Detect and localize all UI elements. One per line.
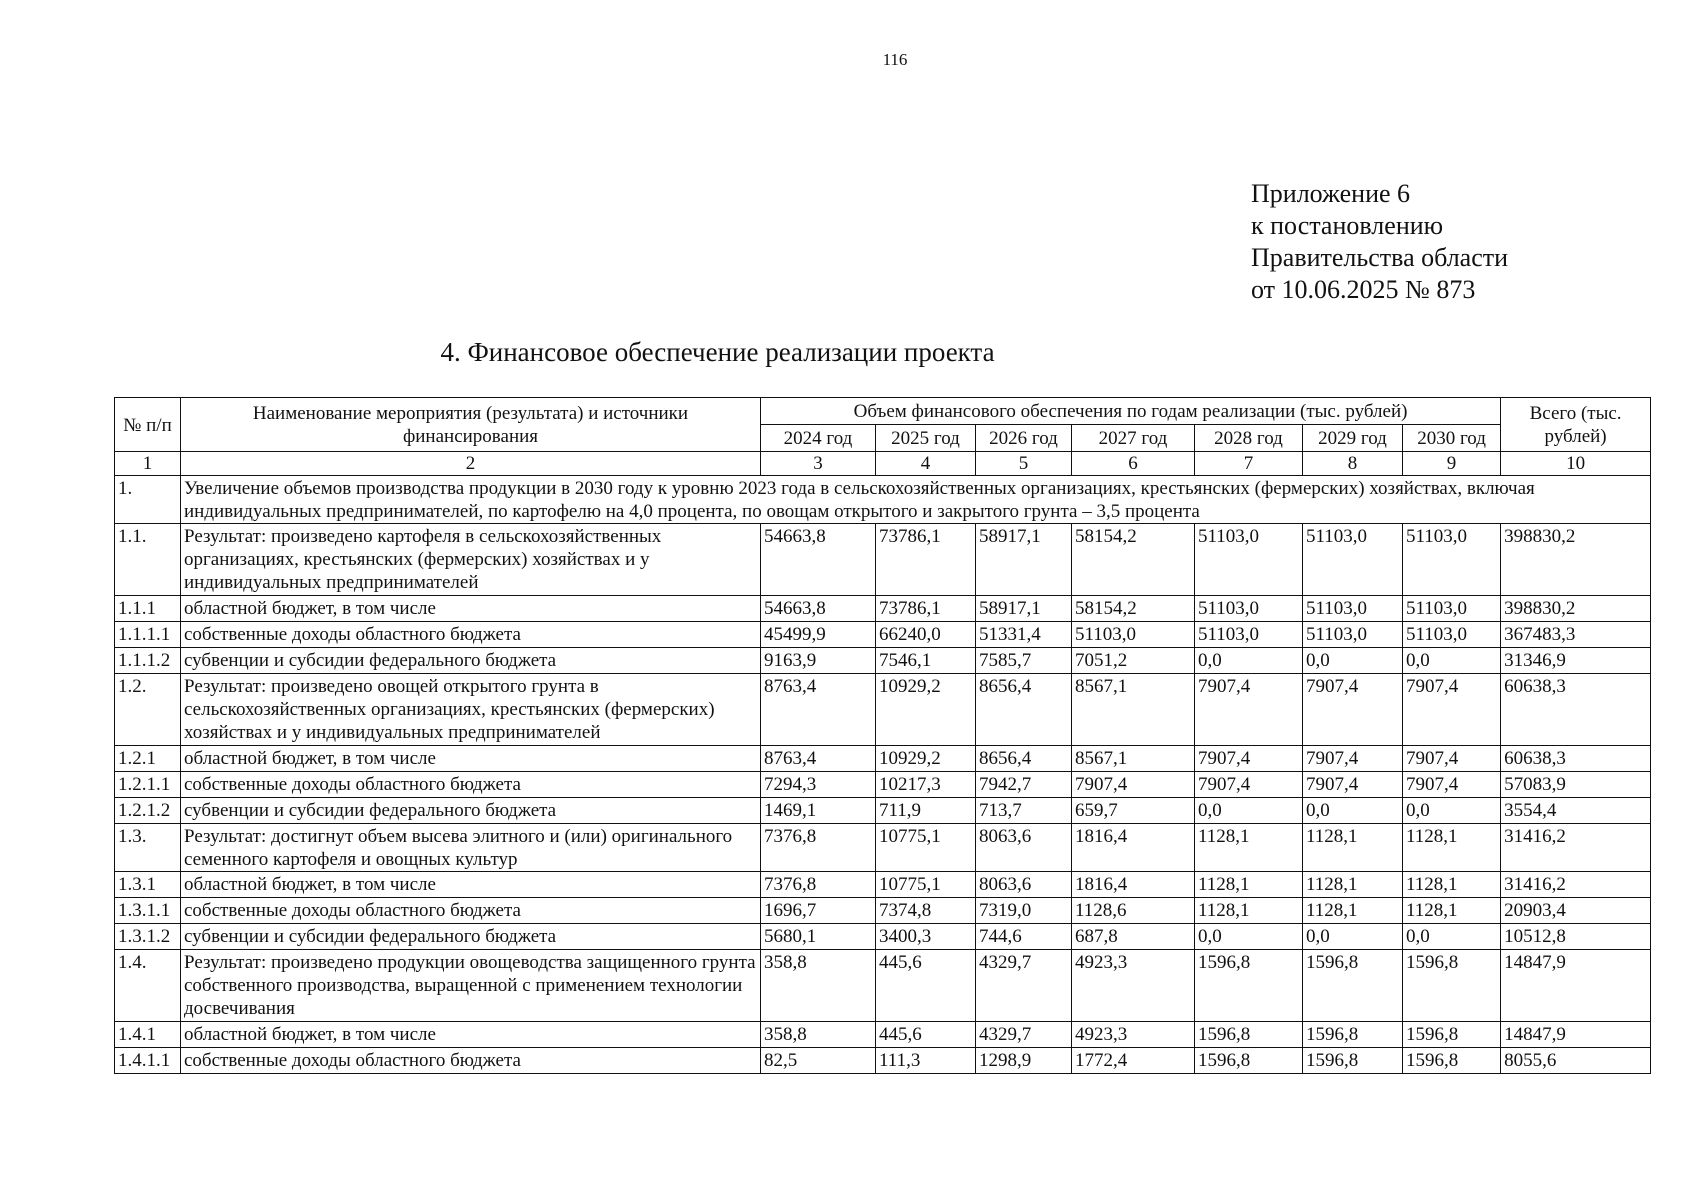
row-name: Результат: достигнут объем высева элитного и (или) оригинального семенного картофеля и овощных культур bbox=[181, 824, 761, 872]
row-value: 4923,3 bbox=[1072, 950, 1195, 1022]
row-name: субвенции и субсидии федерального бюджета bbox=[181, 648, 761, 674]
row-num: 1.4.1 bbox=[115, 1022, 181, 1048]
table-header bbox=[115, 398, 1651, 476]
table-row bbox=[115, 524, 1651, 596]
row-value: 73786,1 bbox=[876, 524, 976, 596]
row-num: 1.1.1.2 bbox=[115, 648, 181, 674]
row-num: 1.2.1.1 bbox=[115, 772, 181, 798]
row-total: 14847,9 bbox=[1501, 1022, 1651, 1048]
row-value: 82,5 bbox=[761, 1048, 876, 1074]
row-value: 7319,0 bbox=[976, 898, 1072, 924]
table-row bbox=[115, 924, 1651, 950]
row-value: 8763,4 bbox=[761, 746, 876, 772]
row-total: 31416,2 bbox=[1501, 824, 1651, 872]
row-total: 398830,2 bbox=[1501, 596, 1651, 622]
financing-table bbox=[114, 397, 1651, 1074]
row-num: 1.4.1.1 bbox=[115, 1048, 181, 1074]
row-value: 10775,1 bbox=[876, 872, 976, 898]
row-total: 60638,3 bbox=[1501, 746, 1651, 772]
row-value: 8656,4 bbox=[976, 674, 1072, 746]
row-value: 10217,3 bbox=[876, 772, 976, 798]
column-index: 3 bbox=[761, 452, 876, 476]
row-value: 58917,1 bbox=[976, 596, 1072, 622]
row-total: 31416,2 bbox=[1501, 872, 1651, 898]
row-value: 51103,0 bbox=[1195, 622, 1303, 648]
row-value: 54663,8 bbox=[761, 524, 876, 596]
row-num: 1.3.1.1 bbox=[115, 898, 181, 924]
row-value: 358,8 bbox=[761, 950, 876, 1022]
column-index: 2 bbox=[181, 452, 761, 476]
row-value: 1696,7 bbox=[761, 898, 876, 924]
row-total: 3554,4 bbox=[1501, 798, 1651, 824]
row-value: 1596,8 bbox=[1195, 1022, 1303, 1048]
table-row bbox=[115, 648, 1651, 674]
row-name: областной бюджет, в том числе bbox=[181, 872, 761, 898]
row-num: 1.4. bbox=[115, 950, 181, 1022]
row-value: 1128,1 bbox=[1403, 898, 1501, 924]
row-value: 7907,4 bbox=[1195, 772, 1303, 798]
row-value: 7546,1 bbox=[876, 648, 976, 674]
header-year: 2025 год bbox=[876, 425, 976, 452]
table-row bbox=[115, 596, 1651, 622]
row-value: 4329,7 bbox=[976, 1022, 1072, 1048]
row-value: 8656,4 bbox=[976, 746, 1072, 772]
row-name: областной бюджет, в том числе bbox=[181, 1022, 761, 1048]
header-num: № п/п bbox=[115, 398, 181, 452]
row-value: 5680,1 bbox=[761, 924, 876, 950]
row-value: 1596,8 bbox=[1303, 1022, 1403, 1048]
row-value: 10929,2 bbox=[876, 674, 976, 746]
row-num: 1.2. bbox=[115, 674, 181, 746]
row-value: 7374,8 bbox=[876, 898, 976, 924]
row-total: 57083,9 bbox=[1501, 772, 1651, 798]
row-value: 10775,1 bbox=[876, 824, 976, 872]
row-value: 1596,8 bbox=[1303, 950, 1403, 1022]
row-value: 7907,4 bbox=[1403, 674, 1501, 746]
row-total: 20903,4 bbox=[1501, 898, 1651, 924]
appendix-block bbox=[1251, 178, 1508, 306]
row-name: собственные доходы областного бюджета bbox=[181, 772, 761, 798]
row-total: 31346,9 bbox=[1501, 648, 1651, 674]
row-total: 10512,8 bbox=[1501, 924, 1651, 950]
row-total: 14847,9 bbox=[1501, 950, 1651, 1022]
header-year: 2026 год bbox=[976, 425, 1072, 452]
row-value: 687,8 bbox=[1072, 924, 1195, 950]
row-value: 7907,4 bbox=[1195, 674, 1303, 746]
row-value: 0,0 bbox=[1303, 648, 1403, 674]
row-value: 1469,1 bbox=[761, 798, 876, 824]
row-value: 51103,0 bbox=[1403, 524, 1501, 596]
row-value: 0,0 bbox=[1303, 798, 1403, 824]
row-value: 8567,1 bbox=[1072, 746, 1195, 772]
column-index: 6 bbox=[1072, 452, 1195, 476]
row-total: 60638,3 bbox=[1501, 674, 1651, 746]
row-name: Результат: произведено продукции овощеводства защищенного грунта собственного производства, выращенной с применением технологии досвечивания bbox=[181, 950, 761, 1022]
row-value: 7907,4 bbox=[1403, 746, 1501, 772]
header-name: Наименование мероприятия (результата) и источники финансирования bbox=[181, 398, 761, 452]
row-num: 1.1.1 bbox=[115, 596, 181, 622]
header-year: 2028 год bbox=[1195, 425, 1303, 452]
row-value: 1596,8 bbox=[1195, 1048, 1303, 1074]
row-value: 4329,7 bbox=[976, 950, 1072, 1022]
header-volume: Объем финансового обеспечения по годам реализации (тыс. рублей) bbox=[761, 398, 1501, 425]
row-value: 1128,6 bbox=[1072, 898, 1195, 924]
row-value: 8063,6 bbox=[976, 872, 1072, 898]
row-value: 51103,0 bbox=[1303, 524, 1403, 596]
row-value: 1128,1 bbox=[1303, 898, 1403, 924]
row-value: 7376,8 bbox=[761, 824, 876, 872]
header-year: 2029 год bbox=[1303, 425, 1403, 452]
row-value: 445,6 bbox=[876, 950, 976, 1022]
row-value: 51103,0 bbox=[1303, 622, 1403, 648]
row-value: 744,6 bbox=[976, 924, 1072, 950]
row-value: 445,6 bbox=[876, 1022, 976, 1048]
table-row bbox=[115, 824, 1651, 872]
row-name: областной бюджет, в том числе bbox=[181, 746, 761, 772]
row-value: 1816,4 bbox=[1072, 824, 1195, 872]
row-value: 1298,9 bbox=[976, 1048, 1072, 1074]
row-value: 58154,2 bbox=[1072, 524, 1195, 596]
row-value: 3400,3 bbox=[876, 924, 976, 950]
row-value: 0,0 bbox=[1403, 648, 1501, 674]
row-value: 7051,2 bbox=[1072, 648, 1195, 674]
row-value: 713,7 bbox=[976, 798, 1072, 824]
row-num: 1.2.1.2 bbox=[115, 798, 181, 824]
row-value: 7942,7 bbox=[976, 772, 1072, 798]
header-total: Всего (тыс. рублей) bbox=[1501, 398, 1651, 452]
row-value: 8763,4 bbox=[761, 674, 876, 746]
section-title: 4. Финансовое обеспечение реализации проекта bbox=[440, 337, 995, 367]
row-value: 7376,8 bbox=[761, 872, 876, 898]
row-name: Результат: произведено картофеля в сельскохозяйственных организациях, крестьянских (фермерских) хозяйствах и у индивидуальных предпринимателей bbox=[181, 524, 761, 596]
column-index: 10 bbox=[1501, 452, 1651, 476]
row-name: Результат: произведено овощей открытого грунта в сельскохозяйственных организациях, крестьянских (фермерских) хозяйствах и у индивидуальных предпринимателей bbox=[181, 674, 761, 746]
row-value: 51103,0 bbox=[1303, 596, 1403, 622]
row-value: 659,7 bbox=[1072, 798, 1195, 824]
row-total: 367483,3 bbox=[1501, 622, 1651, 648]
row-value: 1128,1 bbox=[1403, 872, 1501, 898]
row-value: 66240,0 bbox=[876, 622, 976, 648]
column-index: 4 bbox=[876, 452, 976, 476]
row-name: собственные доходы областного бюджета bbox=[181, 898, 761, 924]
row-value: 73786,1 bbox=[876, 596, 976, 622]
row-value: 1596,8 bbox=[1303, 1048, 1403, 1074]
row-value: 7907,4 bbox=[1303, 772, 1403, 798]
row-value: 8567,1 bbox=[1072, 674, 1195, 746]
row-value: 0,0 bbox=[1403, 924, 1501, 950]
row-num: 1.2.1 bbox=[115, 746, 181, 772]
header-year: 2030 год bbox=[1403, 425, 1501, 452]
table-row bbox=[115, 772, 1651, 798]
row-value: 51103,0 bbox=[1403, 622, 1501, 648]
table-row bbox=[115, 674, 1651, 746]
row-value: 0,0 bbox=[1195, 648, 1303, 674]
table-row bbox=[115, 1022, 1651, 1048]
row-value: 45499,9 bbox=[761, 622, 876, 648]
row-name: собственные доходы областного бюджета bbox=[181, 1048, 761, 1074]
row-value: 7907,4 bbox=[1303, 674, 1403, 746]
row-value: 7907,4 bbox=[1195, 746, 1303, 772]
row-value: 51331,4 bbox=[976, 622, 1072, 648]
row-value: 1596,8 bbox=[1195, 950, 1303, 1022]
row-value: 0,0 bbox=[1195, 924, 1303, 950]
column-index: 8 bbox=[1303, 452, 1403, 476]
row-value: 1128,1 bbox=[1195, 872, 1303, 898]
table-row bbox=[115, 1048, 1651, 1074]
page-number: 116 bbox=[882, 50, 908, 69]
row-value: 7907,4 bbox=[1303, 746, 1403, 772]
table-row bbox=[115, 950, 1651, 1022]
row-value: 51103,0 bbox=[1195, 596, 1303, 622]
row-value: 1596,8 bbox=[1403, 950, 1501, 1022]
row-value: 1128,1 bbox=[1303, 824, 1403, 872]
row-num: 1.1. bbox=[115, 524, 181, 596]
row-total: 8055,6 bbox=[1501, 1048, 1651, 1074]
row-value: 10929,2 bbox=[876, 746, 976, 772]
row-value: 51103,0 bbox=[1403, 596, 1501, 622]
row-name: субвенции и субсидии федерального бюджета bbox=[181, 924, 761, 950]
table-row bbox=[115, 872, 1651, 898]
row-num: 1.3.1.2 bbox=[115, 924, 181, 950]
column-index: 9 bbox=[1403, 452, 1501, 476]
row-value: 1596,8 bbox=[1403, 1022, 1501, 1048]
goal-num: 1. bbox=[115, 476, 181, 524]
row-value: 4923,3 bbox=[1072, 1022, 1195, 1048]
row-value: 9163,9 bbox=[761, 648, 876, 674]
row-value: 1128,1 bbox=[1195, 898, 1303, 924]
row-value: 1128,1 bbox=[1303, 872, 1403, 898]
row-value: 0,0 bbox=[1195, 798, 1303, 824]
row-value: 51103,0 bbox=[1195, 524, 1303, 596]
row-num: 1.1.1.1 bbox=[115, 622, 181, 648]
row-value: 1128,1 bbox=[1195, 824, 1303, 872]
column-index: 7 bbox=[1195, 452, 1303, 476]
row-num: 1.3.1 bbox=[115, 872, 181, 898]
appendix-line: Приложение 6 bbox=[1251, 179, 1411, 208]
goal-row bbox=[115, 476, 1651, 524]
row-value: 7907,4 bbox=[1403, 772, 1501, 798]
row-value: 7294,3 bbox=[761, 772, 876, 798]
row-value: 51103,0 bbox=[1072, 622, 1195, 648]
appendix-line: Правительства области bbox=[1251, 243, 1509, 272]
row-value: 1816,4 bbox=[1072, 872, 1195, 898]
table-row bbox=[115, 746, 1651, 772]
row-name: субвенции и субсидии федерального бюджета bbox=[181, 798, 761, 824]
row-value: 0,0 bbox=[1403, 798, 1501, 824]
appendix-line: от 10.06.2025 № 873 bbox=[1251, 275, 1476, 304]
table-row bbox=[115, 798, 1651, 824]
header-year: 2027 год bbox=[1072, 425, 1195, 452]
row-value: 711,9 bbox=[876, 798, 976, 824]
row-value: 111,3 bbox=[876, 1048, 976, 1074]
table-row bbox=[115, 622, 1651, 648]
row-num: 1.3. bbox=[115, 824, 181, 872]
column-index: 1 bbox=[115, 452, 181, 476]
row-name: собственные доходы областного бюджета bbox=[181, 622, 761, 648]
row-value: 8063,6 bbox=[976, 824, 1072, 872]
row-value: 1772,4 bbox=[1072, 1048, 1195, 1074]
row-value: 54663,8 bbox=[761, 596, 876, 622]
column-index: 5 bbox=[976, 452, 1072, 476]
appendix-line: к постановлению bbox=[1251, 211, 1444, 240]
row-value: 0,0 bbox=[1303, 924, 1403, 950]
table-body bbox=[115, 476, 1651, 1074]
row-name: областной бюджет, в том числе bbox=[181, 596, 761, 622]
table-row bbox=[115, 898, 1651, 924]
row-value: 358,8 bbox=[761, 1022, 876, 1048]
row-value: 1128,1 bbox=[1403, 824, 1501, 872]
row-value: 7907,4 bbox=[1072, 772, 1195, 798]
row-value: 1596,8 bbox=[1403, 1048, 1501, 1074]
row-value: 58154,2 bbox=[1072, 596, 1195, 622]
row-value: 7585,7 bbox=[976, 648, 1072, 674]
row-total: 398830,2 bbox=[1501, 524, 1651, 596]
goal-text: Увеличение объемов производства продукции в 2030 году к уровню 2023 года в сельскохозяйственных организациях, крестьянских (фермерских) хозяйствах, включая индивидуальных предпринимателей, по картофелю на 4,0 процента, по овощам открытого и закрытого грунта – 3,5 процента bbox=[181, 476, 1651, 524]
header-year: 2024 год bbox=[761, 425, 876, 452]
row-value: 58917,1 bbox=[976, 524, 1072, 596]
